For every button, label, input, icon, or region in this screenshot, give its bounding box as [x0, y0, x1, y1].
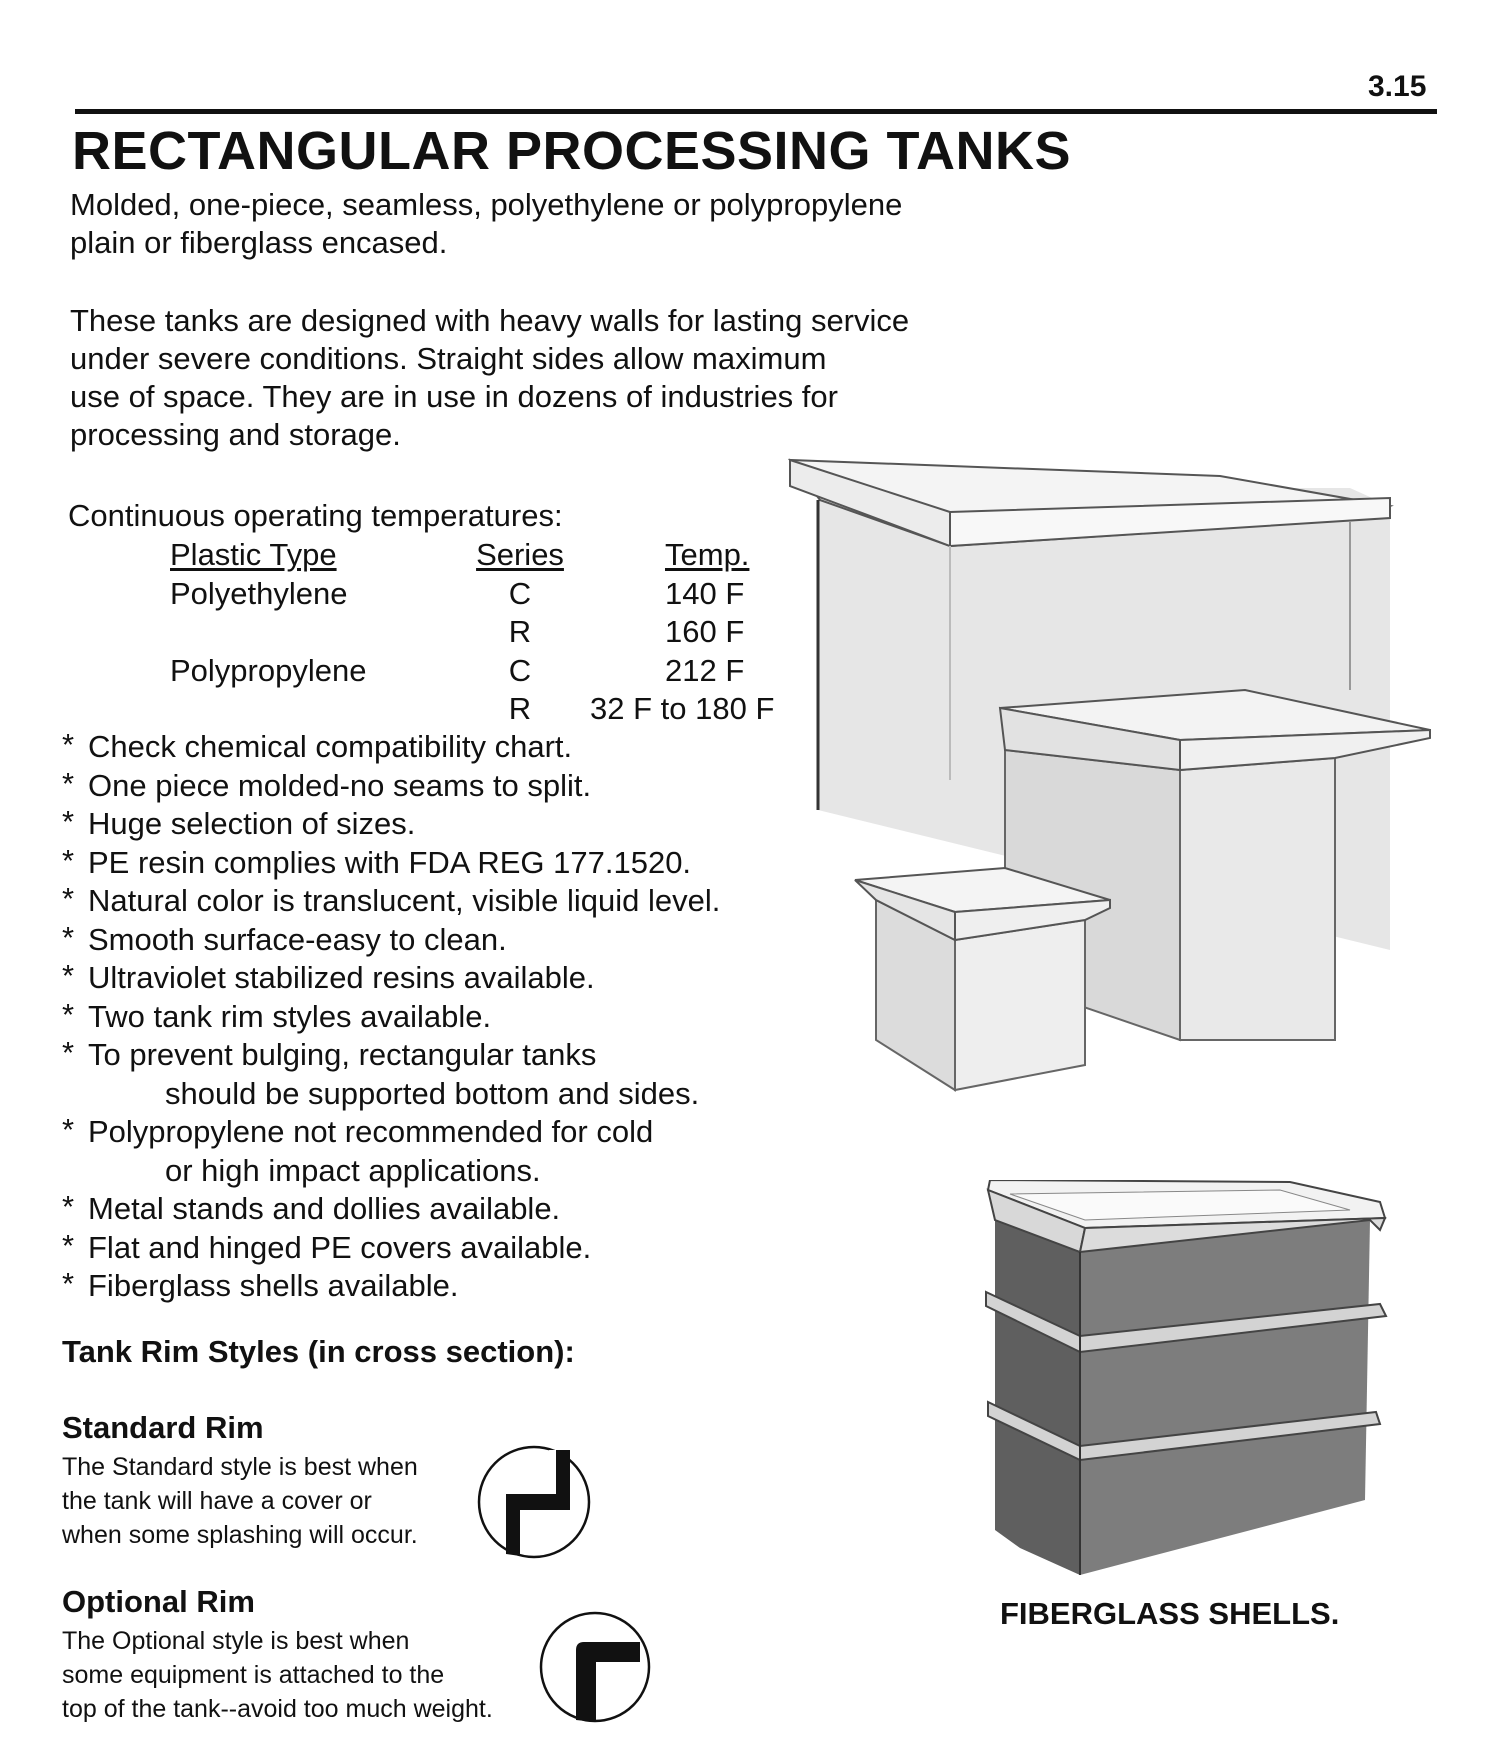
list-item: * Two tank rim styles available.: [62, 998, 720, 1037]
temp-cell: 160 F: [665, 614, 745, 650]
list-item: * One piece molded-no seams to split.: [62, 767, 720, 806]
optional-rim-title: Optional Rim: [62, 1584, 255, 1619]
temp-cell: 212 F: [665, 652, 745, 688]
table-row: [60, 575, 895, 614]
list-item: * Metal stands and dollies available.: [62, 1190, 720, 1229]
list-item: [62, 1113, 720, 1190]
list-item: * Check chemical compatibility chart.: [62, 728, 720, 767]
page-number: 3.15: [1368, 70, 1427, 103]
table-row: [60, 652, 895, 691]
temp-cell: 140 F: [665, 575, 745, 611]
list-item-text: To prevent bulging, rectangular tanks: [88, 1037, 597, 1072]
column-header-series: Series: [476, 537, 564, 573]
intro-paragraph: [70, 302, 909, 454]
standard-rim-description: [62, 1450, 418, 1552]
intro-line: processing and storage.: [70, 417, 401, 452]
list-item-continuation: or high impact applications.: [165, 1152, 541, 1188]
plastic-type-cell: [170, 690, 450, 729]
figure-caption: FIBERGLASS SHELLS.: [1000, 1596, 1340, 1631]
series-cell: R: [508, 691, 532, 727]
standard-rim-line: when some splashing will occur.: [62, 1521, 418, 1549]
subtitle: [70, 186, 902, 262]
intro-line: These tanks are designed with heavy walls for lasting service: [70, 303, 910, 338]
standard-rim-cross-section-icon: [476, 1444, 592, 1560]
list-item-continuation: should be supported bottom and sides.: [165, 1075, 700, 1111]
column-header-plastic-type: Plastic Type: [170, 537, 337, 573]
optional-rim-cross-section-icon: [538, 1610, 652, 1724]
list-item: * Smooth surface-easy to clean.: [62, 921, 720, 960]
list-item: * Ultraviolet stabilized resins available.: [62, 959, 720, 998]
standard-rim-title: Standard Rim: [62, 1410, 264, 1445]
plastic-type-cell: Polyethylene: [170, 575, 348, 611]
intro-line: under severe conditions. Straight sides allow maximum: [70, 341, 827, 376]
column-header-temp: Temp.: [665, 537, 750, 573]
list-item: * Fiberglass shells available.: [62, 1267, 720, 1306]
table-row: [60, 690, 895, 729]
series-cell: C: [508, 575, 532, 611]
list-item-text: Polypropylene not recommended for cold: [88, 1114, 654, 1149]
subtitle-line: Molded, one-piece, seamless, polyethylene or polypropylene: [70, 187, 903, 222]
intro-line: use of space. They are in use in dozens of industries for: [70, 379, 838, 414]
list-item: [62, 1036, 720, 1113]
temp-cell: 32 F to 180 F: [590, 691, 775, 727]
title-rule: [75, 109, 1437, 114]
optional-rim-line: The Optional style is best when: [62, 1627, 410, 1655]
page-title: RECTANGULAR PROCESSING TANKS: [72, 121, 1072, 181]
temperature-table: [60, 536, 895, 729]
list-item: * Natural color is translucent, visible liquid level.: [62, 882, 720, 921]
temperatures-heading: Continuous operating temperatures:: [68, 498, 563, 533]
rim-styles-heading: Tank Rim Styles (in cross section):: [62, 1334, 575, 1369]
list-item: * Huge selection of sizes.: [62, 805, 720, 844]
standard-rim-line: the tank will have a cover or: [62, 1487, 372, 1515]
plastic-type-cell: [170, 613, 450, 652]
standard-rim-line: The Standard style is best when: [62, 1453, 418, 1481]
table-header-row: [60, 536, 895, 575]
series-cell: R: [508, 614, 532, 650]
optional-rim-line: some equipment is attached to the: [62, 1661, 445, 1689]
list-item: * Flat and hinged PE covers available.: [62, 1229, 720, 1268]
subtitle-line: plain or fiberglass encased.: [70, 225, 448, 260]
feature-list: [62, 728, 720, 1306]
series-cell: C: [508, 652, 532, 688]
fiberglass-shells-photo: [980, 1180, 1400, 1580]
translucent-tanks-photo: [780, 440, 1440, 1100]
optional-rim-description: [62, 1624, 493, 1726]
optional-rim-line: top of the tank--avoid too much weight.: [62, 1695, 493, 1723]
table-row: [60, 613, 895, 652]
list-item: * PE resin complies with FDA REG 177.1520.: [62, 844, 720, 883]
plastic-type-cell: Polypropylene: [170, 652, 367, 688]
